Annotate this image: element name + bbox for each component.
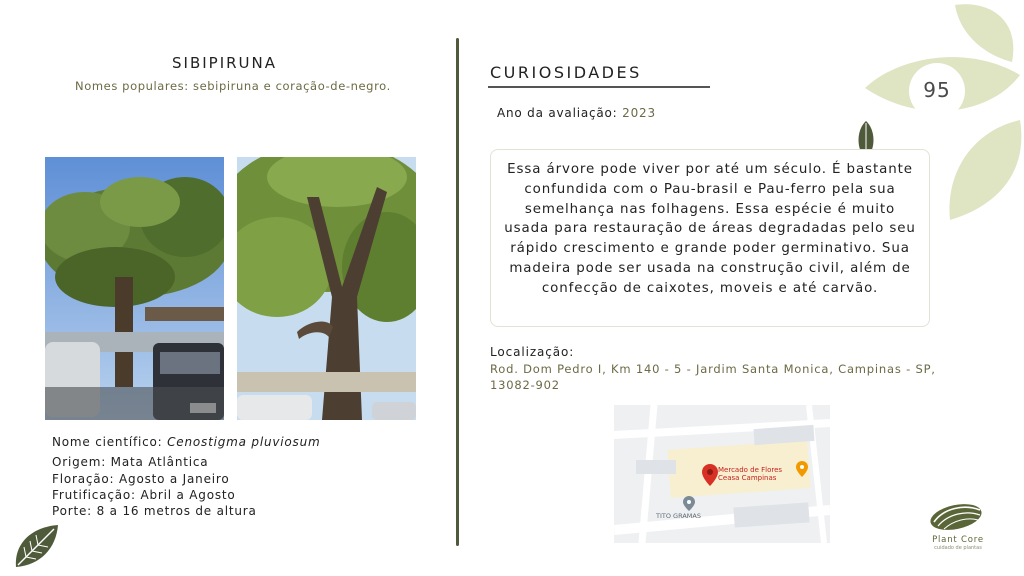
location-map[interactable] — [614, 405, 830, 543]
fruiting-line: Frutificação: Abril a Agosto — [52, 488, 236, 502]
column-divider — [456, 38, 459, 546]
plant-title: SIBIPIRUNA — [172, 54, 278, 72]
leaf-icon — [12, 523, 60, 569]
location-address: Rod. Dom Pedro I, Km 140 - 5 - Jardim Santa Monica, Campinas - SP, 13082-902 — [490, 362, 936, 392]
curiosity-box — [490, 149, 930, 327]
map-place-label — [718, 466, 782, 482]
plant-core-logo — [928, 500, 984, 534]
title-underline — [488, 86, 710, 88]
map-place-name-line2: Ceasa Campinas — [718, 474, 777, 482]
section-title: CURIOSIDADES — [490, 63, 642, 82]
scientific-label: Nome científico: — [52, 435, 168, 449]
food-poi-icon[interactable] — [796, 461, 808, 477]
curiosity-text: Essa árvore pode viver por até um século. É bastante confundida com o Pau-brasil e Pau-ferro pela sua semelhança nas folhagens. Essa espécie é muito usada para restauração de áreas degradadas pelo seu rápido crescimento e grande poder germinativo. Sua madeira pode ser usada na construção civil, além de confecção de caixotes, moveis e até carvão. — [504, 162, 916, 296]
page-number: 95 — [923, 78, 951, 102]
map-poi-label: TITO GRAMAS — [656, 512, 701, 520]
scientific-name-line — [52, 434, 320, 450]
brand-name: Plant Core — [932, 535, 984, 545]
leaf-shape — [955, 4, 1013, 62]
tree-photo-2 — [237, 157, 416, 420]
leaf-shape — [949, 120, 1021, 220]
map-place-name-line1: Mercado de Flores — [718, 466, 783, 474]
year-value: 2023 — [622, 106, 656, 120]
popular-names: Nomes populares: sebipiruna e coração-de-negro. — [75, 79, 391, 93]
year-label: Ano da avaliação: — [497, 106, 623, 120]
poi-pin-icon[interactable] — [683, 496, 695, 511]
flowering-line: Floração: Agosto a Janeiro — [52, 472, 230, 486]
tree-photo-1 — [45, 157, 224, 420]
scientific-name: Cenostigma pluviosum — [167, 435, 321, 449]
location-label: Localização: — [490, 345, 575, 359]
brand-tagline: cuidado de plantas — [934, 545, 982, 551]
size-line: Porte: 8 a 16 metros de altura — [52, 504, 257, 518]
evaluation-year — [497, 106, 656, 120]
origin-line: Origem: Mata Atlântica — [52, 455, 209, 469]
map-pin-icon[interactable] — [702, 464, 718, 486]
